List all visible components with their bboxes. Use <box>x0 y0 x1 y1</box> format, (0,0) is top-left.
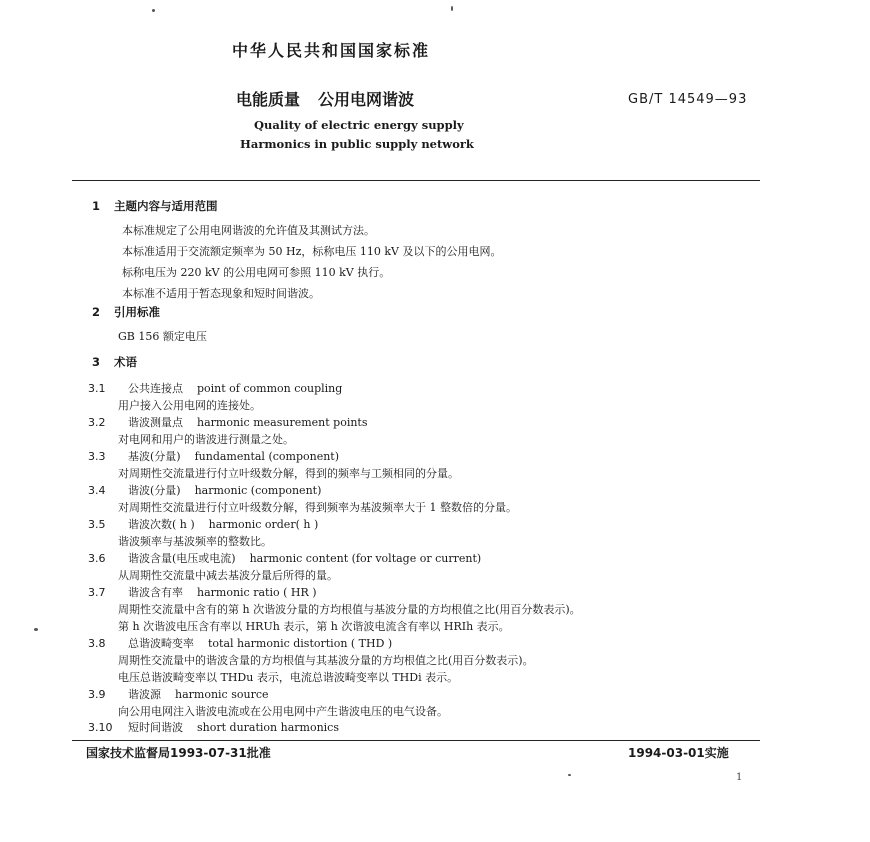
term-heading <box>88 380 342 396</box>
term-cn: 谐波次数( h ) <box>128 518 195 531</box>
scan-speck <box>152 9 155 12</box>
implementation-date: 1994-03-01实施 <box>628 746 729 760</box>
title-en-line2: Harmonics in public supply network <box>240 137 474 151</box>
term-en: harmonic measurement points <box>197 416 368 429</box>
term-number: 3.10 <box>88 721 113 734</box>
term-en: harmonic content (for voltage or current) <box>249 552 482 565</box>
term-number: 3.5 <box>88 518 106 531</box>
term-en: harmonic (component) <box>194 484 322 497</box>
term-number: 3.6 <box>88 552 106 565</box>
term-heading <box>88 686 269 702</box>
term-number: 3.2 <box>88 416 106 429</box>
term-heading <box>88 584 317 600</box>
document-title <box>236 87 414 110</box>
term-heading <box>88 635 392 651</box>
approval-note: 国家技术监督局1993-07-31批准 <box>86 746 271 760</box>
term-definition: 对电网和用户的谐波进行测量之处。 <box>118 433 294 446</box>
term-cn: 谐波含有率 <box>128 586 183 599</box>
title-cn-part1: 电能质量 <box>236 90 301 109</box>
standard-number: GB/T 14549—93 <box>628 92 748 107</box>
term-definition-extra: 第 h 次谐波电压含有率以 HRUh 表示，第 h 次谐波电流含有率以 HRIh 表示。 <box>118 620 510 633</box>
term-heading <box>88 516 318 532</box>
page-number: 1 <box>736 772 743 783</box>
term-definition: 谐波频率与基波频率的整数比。 <box>118 535 272 548</box>
section-2-heading <box>92 304 160 320</box>
scan-speck <box>451 6 453 11</box>
scan-speck <box>34 628 38 631</box>
term-definition: 周期性交流量中的谐波含量的方均根值与其基波分量的方均根值之比(用百分数表示)。 <box>118 654 534 667</box>
section-title: 引用标准 <box>114 305 160 319</box>
term-en: point of common coupling <box>197 382 343 395</box>
term-definition: 从周期性交流量中减去基波分量后所得的量。 <box>118 569 338 582</box>
section-number: 2 <box>92 305 101 319</box>
term-heading <box>88 550 481 566</box>
term-heading <box>88 482 321 498</box>
term-cn: 谐波含量(电压或电流) <box>128 552 236 565</box>
section-title: 主题内容与适用范围 <box>114 199 218 213</box>
term-number: 3.7 <box>88 586 106 599</box>
top-rule <box>72 180 760 181</box>
standard-org: 中华人民共和国国家标准 <box>232 41 431 60</box>
term-cn: 短时间谐波 <box>128 721 183 734</box>
term-cn: 谐波测量点 <box>128 416 183 429</box>
section-1-line: 本标准规定了公用电网谐波的允许值及其测试方法。 <box>122 224 375 237</box>
section-1-line: 本标准适用于交流额定频率为 50 Hz，标称电压 110 kV 及以下的公用电网。 <box>122 245 502 258</box>
bottom-rule <box>72 740 760 741</box>
term-cn: 谐波(分量) <box>128 484 181 497</box>
term-definition: 周期性交流量中含有的第 h 次谐波分量的方均根值与基波分量的方均根值之比(用百分数表示)。 <box>118 603 581 616</box>
title-en-line1: Quality of electric energy supply <box>254 118 464 132</box>
section-number: 3 <box>92 355 101 369</box>
term-number: 3.9 <box>88 688 106 701</box>
term-en: total harmonic distortion ( THD ) <box>208 637 393 650</box>
term-number: 3.8 <box>88 637 106 650</box>
term-en: fundamental (component) <box>194 450 340 463</box>
term-cn: 基波(分量) <box>128 450 181 463</box>
term-en: short duration harmonics <box>197 721 339 734</box>
term-definition: 对周期性交流量进行付立叶级数分解，得到的频率与工频相同的分量。 <box>118 467 459 480</box>
term-number: 3.4 <box>88 484 106 497</box>
term-number: 3.3 <box>88 450 106 463</box>
section-1-heading <box>92 198 218 214</box>
term-cn: 总谐波畸变率 <box>128 637 194 650</box>
section-1-line: 本标准不适用于暂态现象和短时间谐波。 <box>122 287 320 300</box>
term-cn: 谐波源 <box>128 688 161 701</box>
term-definition: 用户接入公用电网的连接处。 <box>118 399 261 412</box>
reference-standard: GB 156 额定电压 <box>118 330 207 343</box>
term-definition: 向公用电网注入谐波电流或在公用电网中产生谐波电压的电气设备。 <box>118 705 448 718</box>
section-title: 术语 <box>114 355 137 369</box>
section-3-heading <box>92 354 137 370</box>
section-number: 1 <box>92 199 101 213</box>
term-number: 3.1 <box>88 382 106 395</box>
term-en: harmonic source <box>175 688 269 701</box>
term-heading <box>88 448 339 464</box>
scan-speck <box>568 774 571 776</box>
term-definition: 对周期性交流量进行付立叶级数分解，得到频率为基波频率大于 1 整数倍的分量。 <box>118 501 517 514</box>
term-en: harmonic order( h ) <box>208 518 319 531</box>
section-1-line: 标称电压为 220 kV 的公用电网可参照 110 kV 执行。 <box>122 266 391 279</box>
term-heading <box>88 414 367 430</box>
term-definition-extra: 电压总谐波畸变率以 THDu 表示，电流总谐波畸变率以 THDi 表示。 <box>118 671 459 684</box>
term-en: harmonic ratio ( HR ) <box>197 586 317 599</box>
term-cn: 公共连接点 <box>128 382 183 395</box>
term-heading <box>88 719 339 735</box>
title-cn-part2: 公用电网谐波 <box>318 90 415 109</box>
